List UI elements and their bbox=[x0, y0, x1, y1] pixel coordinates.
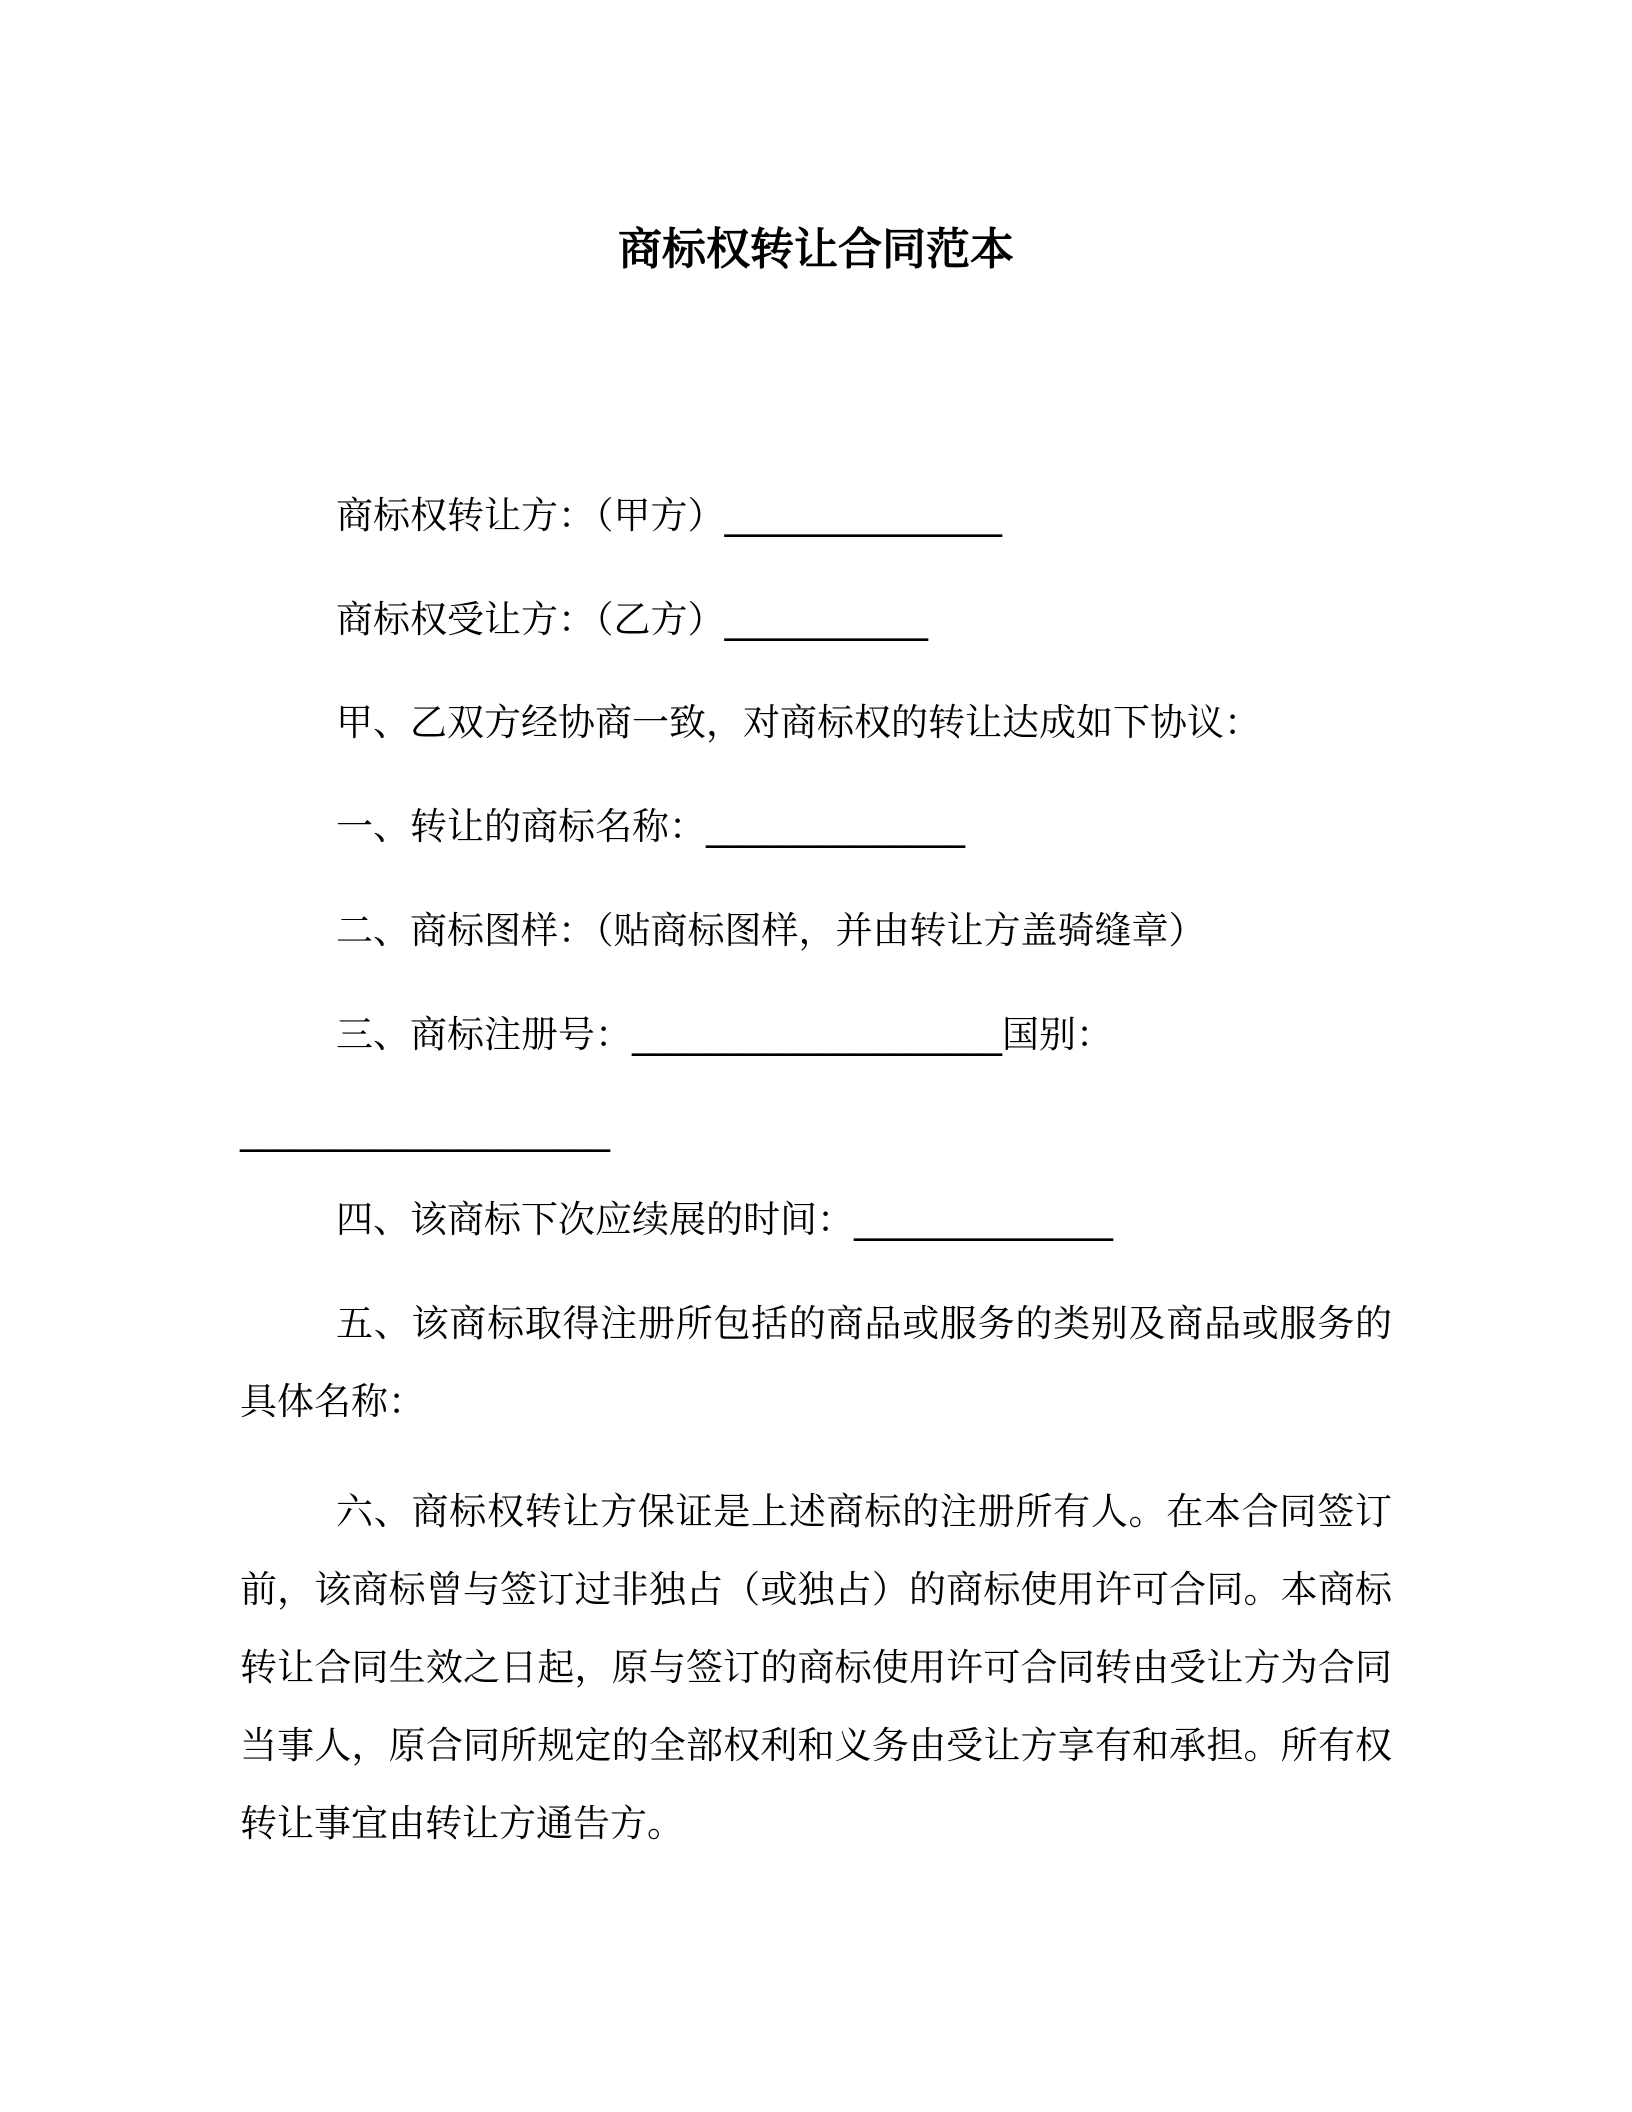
item-6-ownership-guarantee: 六、商标权转让方保证是上述商标的注册所有人。在本合同签订前，该商标曾与签订过非独占（或独占）的商标使用许可合同。本商标转让合同生效之日起，原与签订的商标使用许可合同转由受让方为合同当事人，原合同所规定的全部权利和义务由受让方享有和承担。所有权转让事宜由转让方通告方。 bbox=[240, 1490, 1392, 1845]
item-4-renewal-time: 四、该商标下次应续展的时间：______________ bbox=[336, 1198, 1113, 1241]
item-3-country-blank: ____________________ bbox=[240, 1109, 610, 1152]
item-1-trademark-name: 一、转让的商标名称：______________ bbox=[336, 805, 965, 848]
item-5-goods-services: 五、该商标取得注册所包括的商品或服务的类别及商品或服务的具体名称： bbox=[240, 1302, 1392, 1423]
document-title: 商标权转让合同范本 bbox=[618, 224, 1014, 275]
transferor-line: 商标权转让方：（甲方）_______________ bbox=[336, 494, 1002, 537]
item-3-registration-number: 三、商标注册号：____________________国别： bbox=[336, 1013, 1113, 1056]
transferee-line: 商标权受让方：（乙方）___________ bbox=[336, 598, 928, 641]
agreement-line: 甲、乙双方经协商一致，对商标权的转让达成如下协议： bbox=[336, 701, 1261, 744]
item-2-trademark-sample: 二、商标图样：（贴商标图样，并由转让方盖骑缝章） bbox=[336, 909, 1206, 952]
